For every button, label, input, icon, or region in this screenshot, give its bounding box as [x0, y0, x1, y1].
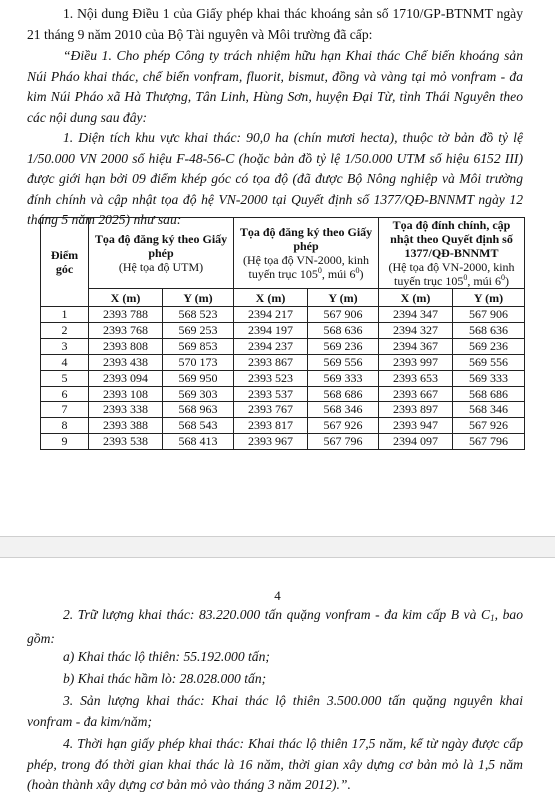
cell-y-vn2000: 568 636 [308, 322, 379, 338]
cell-y-vn2000: 569 556 [308, 354, 379, 370]
cell-point-number: 1 [41, 307, 89, 323]
paragraph-item-4-duration: 4. Thời hạn giấy phép khai thác: Khai thác lộ thiên 17,5 năm, kể từ ngày được cấp phép, trong đó thời gian khai thác là 16 năm, thời gian xây dựng cơ bản mỏ là 1,5 năm (hoàn thành xây dựng cơ bản mỏ vào tháng 3 năm 2012).”. [27, 736, 523, 792]
cell-y-utm: 569 303 [163, 386, 234, 402]
cell-x-utm: 2393 108 [89, 386, 163, 402]
header-y-utm: Y (m) [163, 289, 234, 307]
cell-y-utm: 568 523 [163, 307, 234, 323]
cell-x-utm: 2393 338 [89, 402, 163, 418]
cell-x-utm: 2393 388 [89, 418, 163, 434]
header-group-vn2000 [234, 218, 379, 289]
cell-x-corrected: 2393 947 [379, 418, 453, 434]
cell-point-number: 4 [41, 354, 89, 370]
header-x-corrected: X (m) [379, 289, 453, 307]
cell-y-utm: 568 413 [163, 434, 234, 450]
table-row [41, 402, 525, 418]
cell-x-utm: 2393 788 [89, 307, 163, 323]
cell-x-utm: 2393 438 [89, 354, 163, 370]
table-row [41, 307, 525, 323]
cell-y-utm: 569 253 [163, 322, 234, 338]
cell-x-vn2000: 2393 523 [234, 370, 308, 386]
cell-y-vn2000: 568 346 [308, 402, 379, 418]
coordinates-table-body [41, 307, 525, 450]
cell-y-corrected: 569 236 [453, 338, 525, 354]
cell-x-vn2000: 2393 537 [234, 386, 308, 402]
cell-point-number: 9 [41, 434, 89, 450]
cell-y-utm: 569 950 [163, 370, 234, 386]
cell-y-corrected: 568 686 [453, 386, 525, 402]
table-row [41, 338, 525, 354]
header-group-corrected [379, 218, 525, 289]
cell-y-vn2000: 567 926 [308, 418, 379, 434]
table-row [41, 434, 525, 450]
cell-point-number: 5 [41, 370, 89, 386]
paragraph-item-2b-underground: b) Khai thác hầm lò: 28.028.000 tấn; [63, 671, 267, 686]
paragraph-content-article-1: 1. Nội dung Điều 1 của Giấy phép khai thác khoáng sản số 1710/GP-BTNMT ngày 21 tháng 9 năm 2010 của Bộ Tài nguyên và Môi trường đã cấp: [27, 6, 523, 42]
header-group-utm-sub: (Hệ tọa độ UTM) [118, 260, 204, 274]
paragraph-article-1-quote: “Điều 1. Cho phép Công ty trách nhiệm hữu hạn Khai thác Chế biến khoáng sản Núi Pháo khai thác, chế biến vonfram, fluorit, bismut, đồng và vàng tại mỏ vonfram - đa kim Núi Pháo xã Hà Thượng, Tân Linh, Hùng Sơn, huyện Đại Từ, tỉnh Thái Nguyên theo các nội dung sau đây: [27, 48, 523, 125]
cell-x-utm: 2393 808 [89, 338, 163, 354]
cell-x-corrected: 2393 997 [379, 354, 453, 370]
header-x-utm: X (m) [89, 289, 163, 307]
table-row [41, 322, 525, 338]
page-separator [0, 536, 555, 558]
cell-x-vn2000: 2394 237 [234, 338, 308, 354]
cell-x-corrected: 2394 327 [379, 322, 453, 338]
cell-x-vn2000: 2393 767 [234, 402, 308, 418]
table-row [41, 354, 525, 370]
cell-x-vn2000: 2393 867 [234, 354, 308, 370]
cell-x-utm: 2393 094 [89, 370, 163, 386]
cell-y-vn2000: 568 686 [308, 386, 379, 402]
header-corner-point: Điểm góc [41, 218, 89, 307]
coordinates-table [40, 217, 525, 450]
cell-x-vn2000: 2393 967 [234, 434, 308, 450]
paragraph-item-3-output: 3. Sản lượng khai thác: Khai thác lộ thiên 3.500.000 tấn quặng nguyên khai vonfram - đa kim/năm; [27, 693, 523, 729]
page-number: 4 [274, 588, 281, 603]
cell-y-corrected: 567 796 [453, 434, 525, 450]
cell-x-utm: 2393 768 [89, 322, 163, 338]
paragraph-item-2a-open-pit: a) Khai thác lộ thiên: 55.192.000 tấn; [63, 649, 270, 664]
cell-point-number: 7 [41, 402, 89, 418]
cell-y-corrected: 567 906 [453, 307, 525, 323]
cell-y-vn2000: 569 333 [308, 370, 379, 386]
header-y-corrected: Y (m) [453, 289, 525, 307]
table-row [41, 370, 525, 386]
cell-x-corrected: 2394 097 [379, 434, 453, 450]
cell-x-corrected: 2393 667 [379, 386, 453, 402]
cell-y-utm: 568 543 [163, 418, 234, 434]
cell-y-corrected: 567 926 [453, 418, 525, 434]
header-y-vn2000: Y (m) [308, 289, 379, 307]
header-group-corrected-title: Tọa độ đính chính, cập nhật theo Quyết định số 1377/QĐ-BNNMT [390, 218, 513, 260]
cell-y-vn2000: 569 236 [308, 338, 379, 354]
cell-x-vn2000: 2393 817 [234, 418, 308, 434]
header-group-utm-title: Tọa độ đăng ký theo Giấy phép [94, 232, 228, 260]
cell-y-utm: 569 853 [163, 338, 234, 354]
cell-point-number: 3 [41, 338, 89, 354]
cell-y-utm: 570 173 [163, 354, 234, 370]
header-group-vn2000-sub: (Hệ tọa độ VN-2000, kinh tuyến trục $105^0$, múi $6^0$) [242, 253, 370, 281]
table-row [41, 386, 525, 402]
cell-y-corrected: 568 636 [453, 322, 525, 338]
paragraph-item-2-reserves: 2. Trữ lượng khai thác: 83.220.000 tấn quặng vonfram - đa kim cấp B và $C_1$, bao gồm: [27, 607, 523, 646]
cell-point-number: 6 [41, 386, 89, 402]
cell-x-corrected: 2394 347 [379, 307, 453, 323]
cell-x-utm: 2393 538 [89, 434, 163, 450]
cell-y-corrected: 568 346 [453, 402, 525, 418]
cell-point-number: 8 [41, 418, 89, 434]
paragraph-item-1-area: 1. Diện tích khu vực khai thác: 90,0 ha (chín mươi hecta), thuộc tờ bản đồ tỷ lệ 1/50.000 VN 2000 số hiệu F-48-56-C (hoặc bản đồ tỷ lệ 1/50.000 UTM số hiệu 6152 III) được giới hạn bởi 09 điểm khép góc có tọa độ (đã được Bộ Nông nghiệp và Môi trường đính chính và cập nhật tọa độ hệ VN-2000 tại Quyết định số 1377/QĐ-BNNMT ngày 12 tháng 5 năm 2025) như sau: [27, 130, 523, 227]
cell-x-vn2000: 2394 217 [234, 307, 308, 323]
cell-x-corrected: 2393 653 [379, 370, 453, 386]
cell-x-corrected: 2393 897 [379, 402, 453, 418]
cell-x-corrected: 2394 367 [379, 338, 453, 354]
cell-x-vn2000: 2394 197 [234, 322, 308, 338]
table-row [41, 418, 525, 434]
cell-y-corrected: 569 333 [453, 370, 525, 386]
cell-point-number: 2 [41, 322, 89, 338]
cell-y-corrected: 569 556 [453, 354, 525, 370]
header-group-utm [89, 218, 234, 289]
header-x-vn2000: X (m) [234, 289, 308, 307]
cell-y-vn2000: 567 796 [308, 434, 379, 450]
cell-y-vn2000: 567 906 [308, 307, 379, 323]
cell-y-utm: 568 963 [163, 402, 234, 418]
header-group-corrected-sub: (Hệ tọa độ VN-2000, kinh tuyến trục $105^0$, múi $6^0$) [388, 260, 515, 288]
header-group-vn2000-title: Tọa độ đăng ký theo Giấy phép [239, 225, 373, 253]
